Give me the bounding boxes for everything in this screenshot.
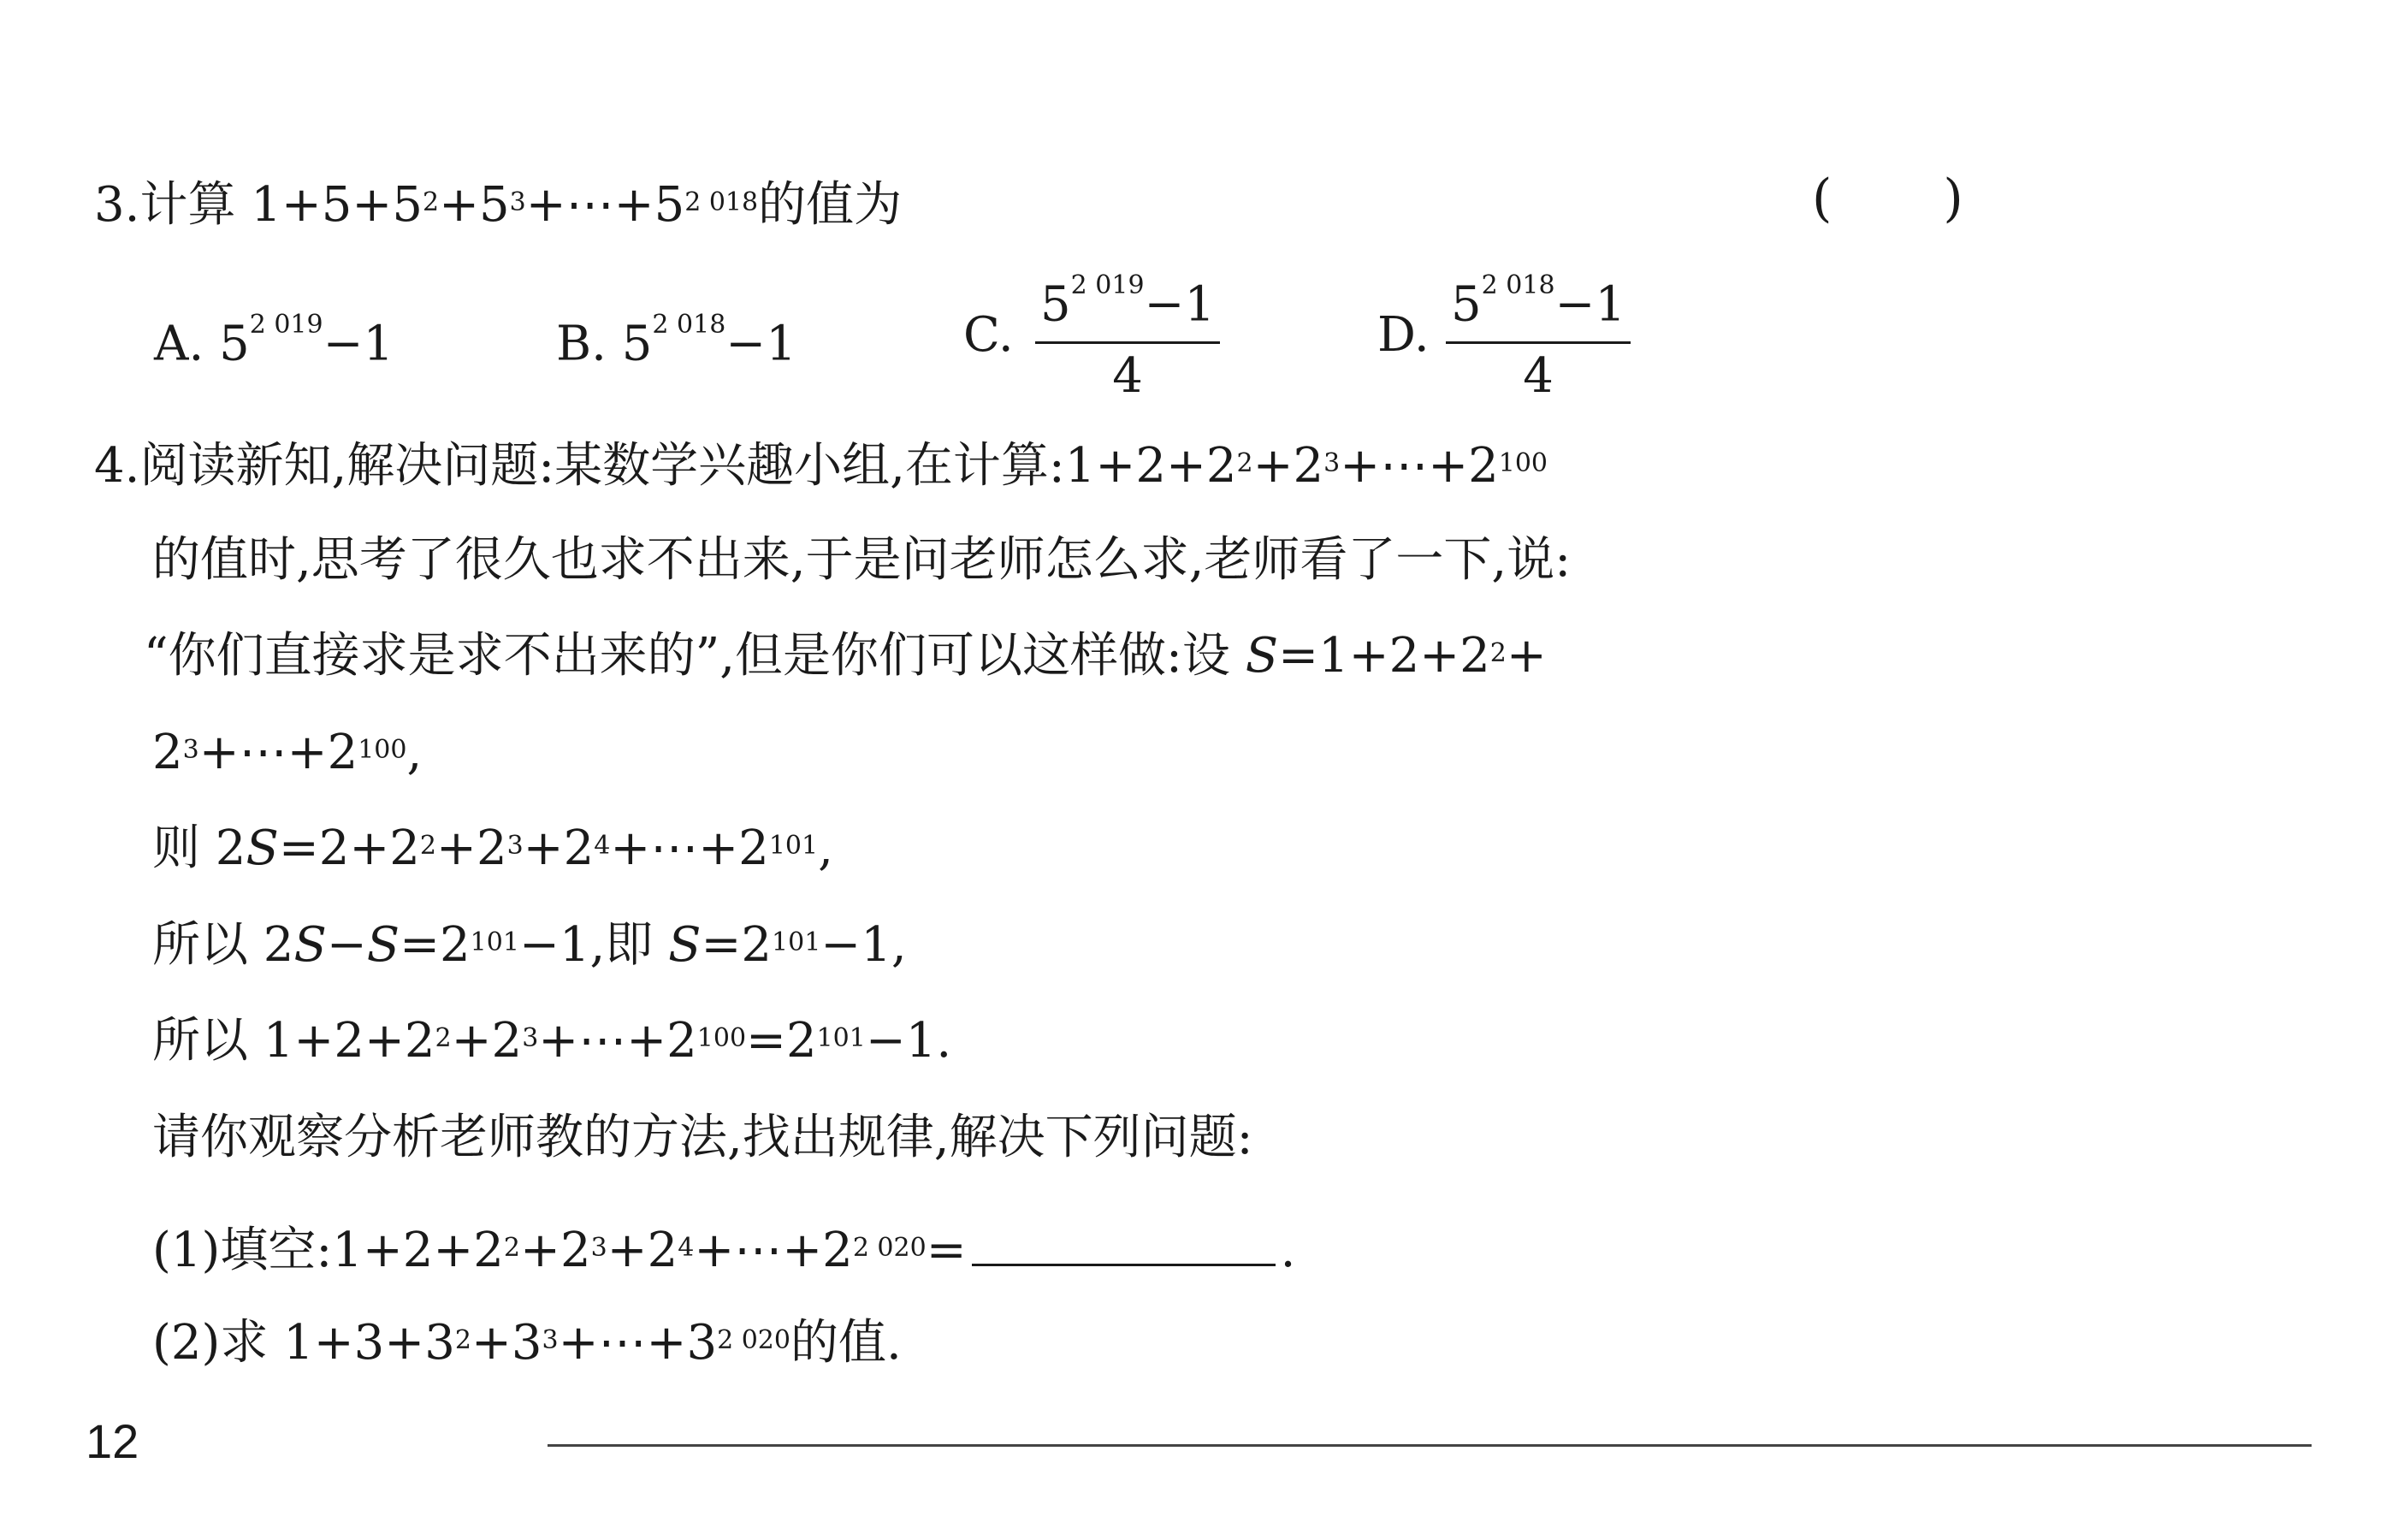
fraction-denominator: 4 [1112, 347, 1143, 404]
fill-in-blank[interactable] [972, 1221, 1276, 1266]
q3-option-a[interactable]: A. $5^{2 019}-1$ [154, 310, 394, 372]
fraction-numerator: $5^{2 018}-1$ [1446, 264, 1631, 344]
q3-stem: 3.计算 $1+5+5^2+5^3+\cdots+5^{2 018}$的值为 [94, 177, 903, 233]
q4-line-3: “你们直接求是求不出来的”,但是你们可以这样做:设 $S=1+2+2^2+$ [144, 628, 1547, 684]
q4-line-4: $2^3+\cdots+2^{100}$, [152, 725, 423, 780]
fraction-numerator: $5^{2 019}-1$ [1035, 264, 1220, 344]
fraction-denominator: 4 [1523, 347, 1554, 404]
page-number: 12 [86, 1414, 139, 1468]
q3-option-d-fraction [1446, 264, 1631, 409]
q4-line-1: 4.阅读新知,解决问题:某数学兴趣小组,在计算$:1+2+2^2+2^3+\cdots+2^{100}$ [94, 438, 1548, 494]
q3-option-d-label[interactable]: D. [1377, 307, 1430, 363]
q4-line-5: 则 $2S=2+2^2+2^3+2^4+\cdots+2^{101}$, [152, 820, 833, 876]
q4-line-8: 请你观察分析老师教的方法,找出规律,解决下列问题: [152, 1110, 1253, 1165]
q4-line-7: 所以 $1+2+2^2+2^3+\cdots+2^{100}=2^{101}-1$. [152, 1013, 952, 1069]
q3-option-c-label[interactable]: C. [963, 307, 1014, 363]
q3-number: 3. [94, 177, 140, 233]
q3-answer-parentheses[interactable]: ( ) [1812, 169, 1963, 228]
q3-option-c-fraction [1035, 264, 1220, 409]
q3-option-b[interactable]: B. $5^{2 018}-1$ [556, 310, 796, 372]
q4-line-2: 的值时,思考了很久也求不出来,于是问老师怎么求,老师看了一下,说: [152, 532, 1572, 588]
footer-divider [548, 1444, 2312, 1447]
q4-part-2: (2)求 $1+3+3^2+3^3+\cdots+3^{2 020}$的值. [152, 1315, 902, 1371]
q4-line-6: 所以 $2S-S=2^{101}-1$,即 $S=2^{101}-1$, [152, 917, 907, 973]
q4-part-1: (1)填空$:1+2+2^2+2^3+2^4+\cdots+2^{2 020}=$ . [152, 1223, 1296, 1278]
q4-number: 4. [94, 438, 140, 494]
